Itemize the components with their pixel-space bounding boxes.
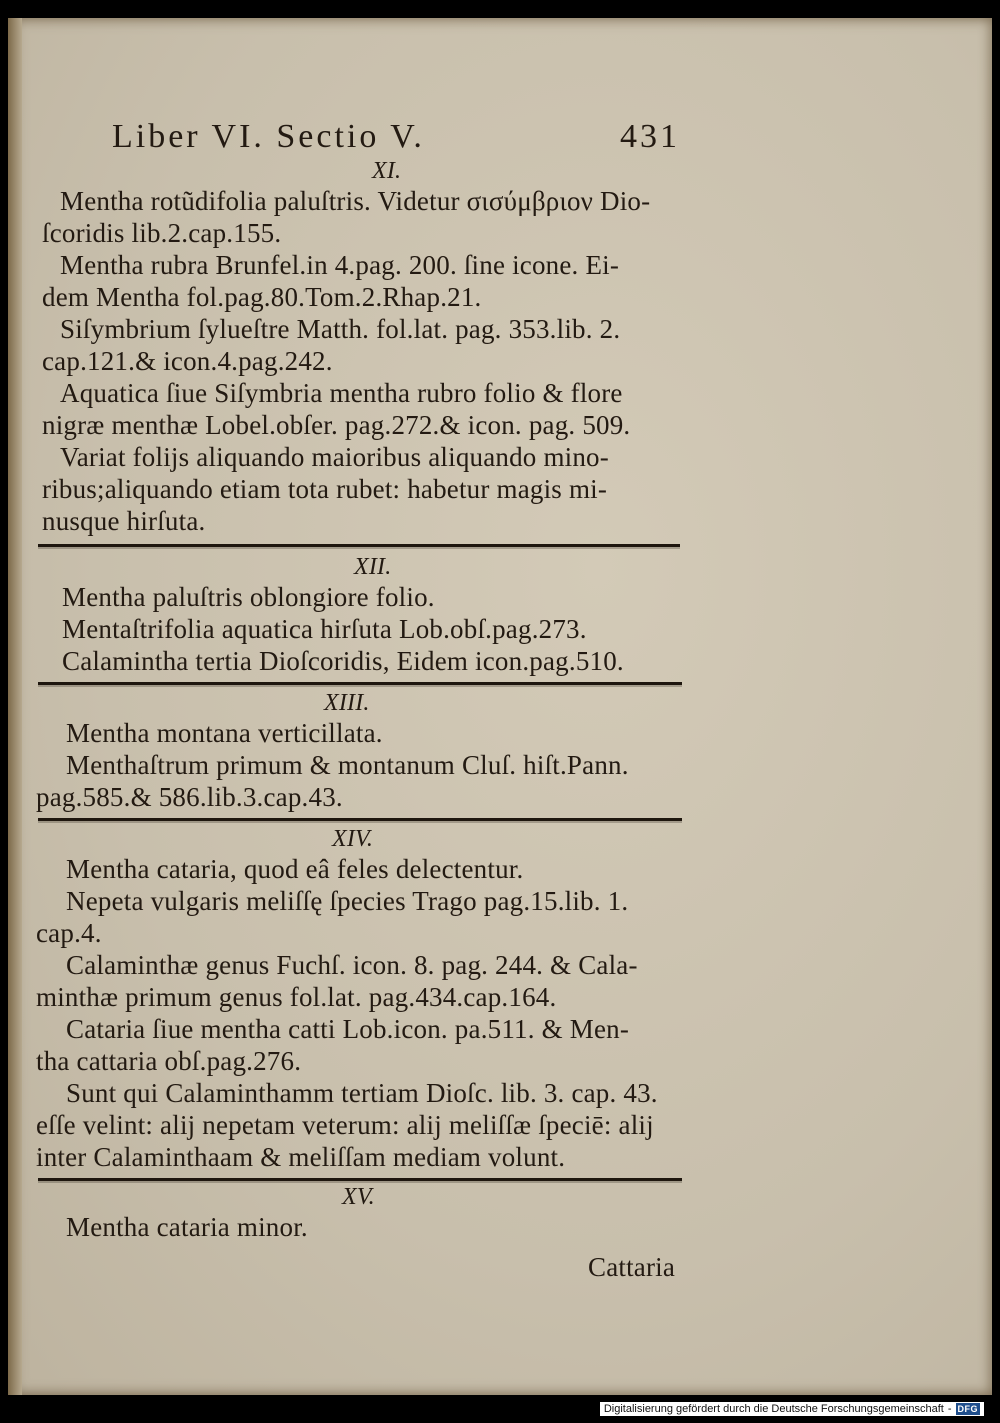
text-line: Mentha rotũdifolia paluſtris. Videtur σισύμβριον Dio- [60, 186, 651, 216]
text-line: Mentha paluſtris oblongiore folio. [62, 582, 435, 612]
text-line: Cataria ſiue mentha catti Lob.icon. pa.511. & Men- [66, 1014, 630, 1044]
section-divider [38, 818, 682, 821]
text-line: eſſe velint: alij nepetam veterum: alij meliſſæ ſpeciē: alij [36, 1110, 654, 1140]
text-line: Calamintha tertia Dioſcoridis, Eidem icon.pag.510. [62, 646, 624, 676]
credit-text: Digitalisierung gefördert durch die Deutsche Forschungsgemeinschaft [603, 1403, 944, 1415]
text-line: Siſymbrium ſylueſtre Matth. fol.lat. pag. 353.lib. 2. [60, 314, 621, 344]
text-line: Nepeta vulgaris meliſſę ſpecies Trago pag.15.lib. 1. [66, 886, 629, 916]
page-number: 431 [620, 118, 680, 155]
text-line: ribus;aliquando etiam tota rubet: habetur magis mi- [42, 474, 608, 504]
page-gutter [8, 18, 22, 1395]
text-line: Sunt qui Calaminthamm tertiam Dioſc. lib. 3. cap. 43. [66, 1078, 658, 1108]
text-line: dem Mentha fol.pag.80.Tom.2.Rhap.21. [42, 282, 482, 312]
text-line: Mentaſtrifolia aquatica hirſuta Lob.obſ.pag.273. [62, 614, 587, 644]
section-divider [38, 544, 680, 547]
text-line: cap.121.& icon.4.pag.242. [42, 346, 333, 376]
text-line: Aquatica ſiue Siſymbria mentha rubro folio & flore [60, 378, 623, 408]
text-line: nusque hirſuta. [42, 506, 206, 536]
dfg-logo-icon: DFG [957, 1404, 978, 1414]
text-line: inter Calaminthaam & meliſſam mediam volunt. [36, 1142, 566, 1172]
digitization-credit: Digitalisierung gefördert durch die Deutsche Forschungsgemeinschaft - DFG [600, 1402, 984, 1416]
section-numeral: XI. [372, 158, 402, 184]
text-line: Mentha montana verticillata. [66, 718, 383, 748]
section-divider [38, 682, 682, 685]
section-numeral: XIV. [332, 826, 374, 852]
text-line: Variat folijs aliquando maioribus aliquando mino- [60, 442, 609, 472]
text-line: pag.585.& 586.lib.3.cap.43. [36, 782, 343, 812]
text-line: Calaminthæ genus Fuchſ. icon. 8. pag. 244. & Cala- [66, 950, 638, 980]
running-title: Liber VI. Sectio V. [112, 118, 425, 155]
text-line: ſcoridis lib.2.cap.155. [42, 218, 282, 248]
section-divider [38, 1178, 682, 1181]
section-numeral: XV. [342, 1184, 375, 1210]
text-line: minthæ primum genus fol.lat. pag.434.cap.164. [36, 982, 557, 1012]
book-page [8, 18, 992, 1395]
text-line: tha cattaria obſ.pag.276. [36, 1046, 302, 1076]
section-numeral: XIII. [324, 690, 370, 716]
text-line: Menthaſtrum primum & montanum Cluſ. hiſt.Pann. [66, 750, 629, 780]
catchword: Cattaria [588, 1252, 676, 1282]
text-line: Mentha cataria, quod eâ feles delectentur. [66, 854, 524, 884]
text-line: Mentha rubra Brunfel.in 4.pag. 200. ſine icone. Ei- [60, 250, 620, 280]
text-line: cap.4. [36, 918, 102, 948]
section-numeral: XII. [354, 554, 392, 580]
text-line: Mentha cataria minor. [66, 1212, 308, 1242]
text-line: nigræ menthæ Lobel.obſer. pag.272.& icon. pag. 509. [42, 410, 631, 440]
